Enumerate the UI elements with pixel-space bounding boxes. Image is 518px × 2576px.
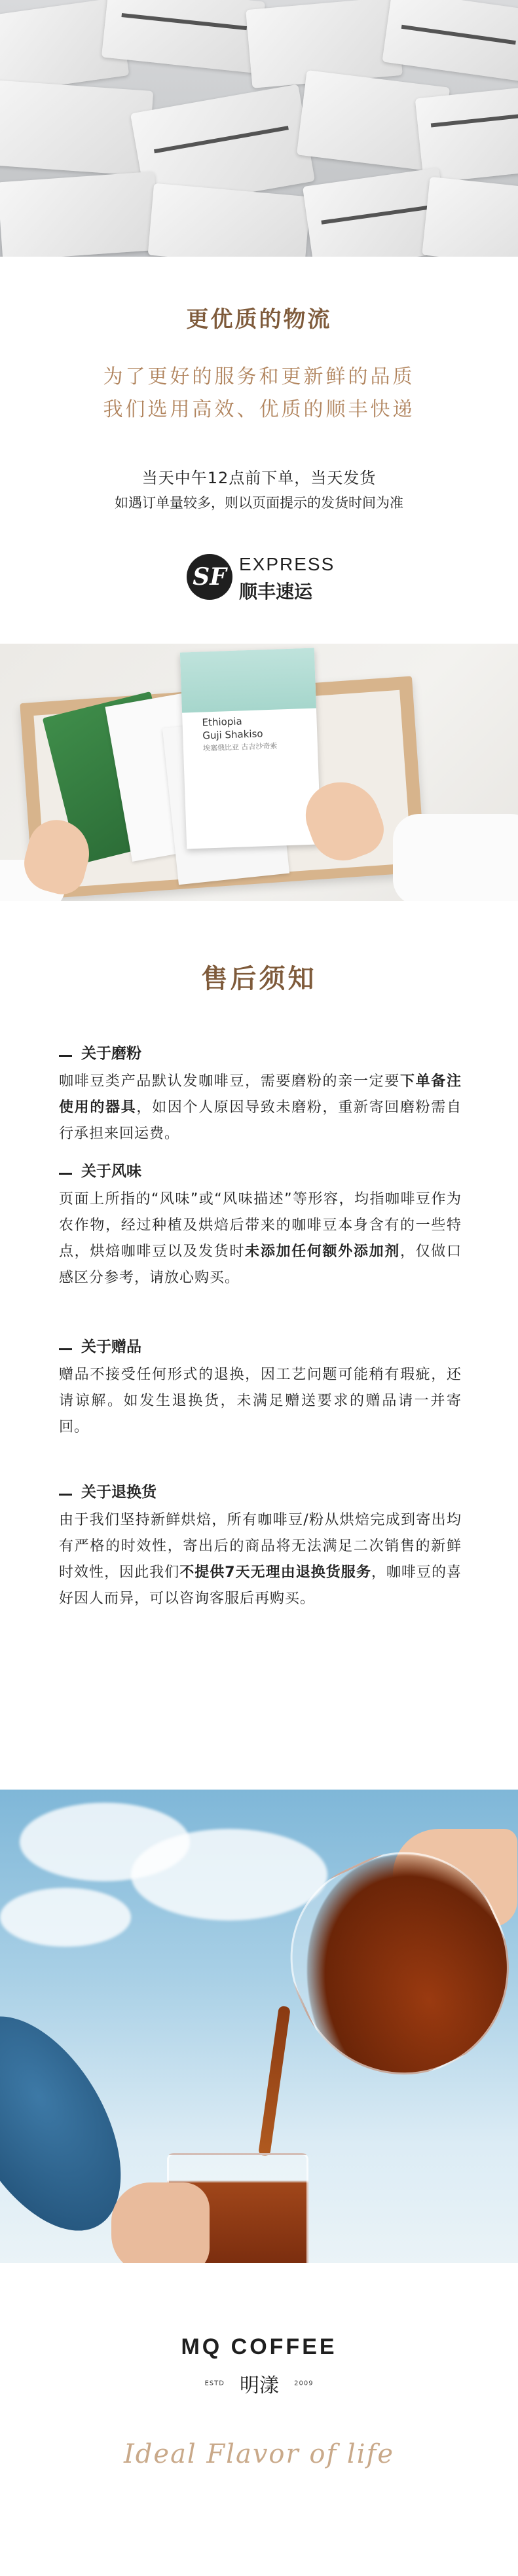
section-body-returns: 由于我们坚持新鲜烘焙，所有咖啡豆/粉从烘焙完成到寄出均有严格的时效性，寄出后的商品将无法满足二次销售的新鲜时效性，因此我们不提供7天无理由退换货服务，咖啡豆的喜好因人而异，可以咨询客服后再购买。 <box>59 1512 462 1607</box>
brand-estd: ESTD <box>204 2380 225 2387</box>
shipping-time-exception: 如遇订单量较多，则以页面提示的发货时间为准 <box>115 495 403 511</box>
bag-name-cn: 埃塞俄比亚 古吉沙奇索 <box>202 741 278 753</box>
section-body-gifts: 赠品不接受任何形式的退换，因工艺问题可能稍有瑕疵，还请谅解。如发生退换货，未满足赠送要求的赠品请一并寄回。 <box>59 1367 462 1435</box>
pouring-coffee-photo <box>0 1790 518 2263</box>
section-body-grinding: 咖啡豆类产品默认发咖啡豆，需要磨粉的亲一定要下单备注使用的器具，如因个人原因导致未磨粉，重新寄回磨粉需自行承担来回运费。 <box>59 1073 462 1142</box>
sf-express-logo <box>187 550 337 609</box>
coffee-bag <box>180 648 321 849</box>
after-sales-title: 售后须知 <box>201 964 317 994</box>
brand-subline <box>0 2369 518 2398</box>
bag-name-line1: Ethiopia <box>202 715 242 729</box>
sf-logo-mark: SF <box>187 554 232 600</box>
section-body-flavor: 页面上所指的“风味”或“风味描述”等形容，均指咖啡豆作为农作物，经过种植及烘焙后带来的咖啡豆本身含有的一些特点，烘焙咖啡豆以及发货时未添加任何额外添加剂，仅做口感区分参考，请放心购买。 <box>59 1191 462 1286</box>
parcels-photo <box>0 0 518 257</box>
logistics-subtitle-1: 为了更好的服务和更新鲜的品质 <box>103 365 415 388</box>
brand-tagline: Ideal Flavor of life <box>123 2439 394 2469</box>
shipping-time-note: 当天中午12点前下单，当天发货 <box>141 469 377 487</box>
brand-cn: 明漾 <box>240 2374 280 2397</box>
sf-logo-en: EXPRESS <box>239 554 335 574</box>
section-heading-gifts: 关于赠品 <box>59 1334 141 1356</box>
brand-name: MQ COFFEE <box>181 2334 337 2359</box>
coffee-box-photo <box>0 644 518 901</box>
section-heading-flavor: 关于风味 <box>59 1159 141 1181</box>
bag-name-line2: Guji Shakiso <box>202 727 263 742</box>
brand-year: 2009 <box>294 2380 314 2387</box>
sf-logo-cn: 顺丰速运 <box>239 581 313 602</box>
logistics-subtitle-2: 我们选用高效、优质的顺丰快递 <box>103 398 415 421</box>
section-heading-returns: 关于退换货 <box>59 1480 157 1501</box>
section-heading-grinding: 关于磨粉 <box>59 1041 141 1063</box>
logistics-title: 更优质的物流 <box>186 306 332 333</box>
